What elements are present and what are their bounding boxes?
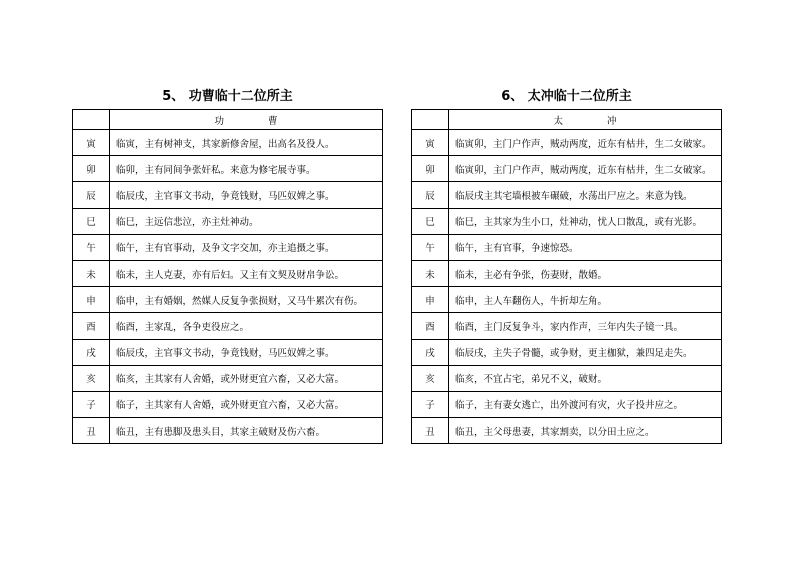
table-row	[73, 130, 383, 156]
text-cell: 临酉，主门反复争斗，家内作声，三年内失子镜一具。	[449, 313, 722, 339]
text-cell: 临辰戌，主官事文书动，争竟钱财，马匹奴婢之事。	[110, 182, 383, 208]
table-row	[412, 365, 722, 391]
table-row	[412, 313, 722, 339]
header-empty-cell	[412, 110, 449, 130]
branch-cell: 巳	[412, 208, 449, 234]
table-row	[73, 391, 383, 417]
text-cell: 临酉，主家乱，各争吏役应之。	[110, 313, 383, 339]
table-row	[412, 182, 722, 208]
table-row	[412, 234, 722, 260]
right-table	[411, 109, 722, 444]
table-row	[73, 418, 383, 444]
text-cell: 临寅卯，主门户作声，贼动两度，近东有枯井，生二女破家。	[449, 130, 722, 156]
header-char-2: 冲	[607, 115, 617, 127]
text-cell: 临巳，主其家为生小口，灶神动，忧人口散乱，或有光影。	[449, 208, 722, 234]
branch-cell: 寅	[412, 130, 449, 156]
text-cell: 临未，主必有争张，伤妻财，散婚。	[449, 260, 722, 286]
text-cell: 临亥，主其家有人舍婚，或外财更宜六畜，又必大富。	[110, 365, 383, 391]
table-row	[412, 287, 722, 313]
branch-cell: 辰	[412, 182, 449, 208]
branch-cell: 午	[412, 234, 449, 260]
table-header-row	[73, 110, 383, 130]
table-row	[73, 234, 383, 260]
right-table-section	[411, 86, 722, 444]
text-cell: 临申，主有婚姻，然媒人反复争张损财，又马牛累次有伤。	[110, 287, 383, 313]
branch-cell: 辰	[73, 182, 110, 208]
branch-cell: 子	[73, 391, 110, 417]
table-row	[73, 182, 383, 208]
table-row	[412, 260, 722, 286]
header-cell	[449, 110, 722, 130]
table-row	[73, 260, 383, 286]
header-char-1: 太	[553, 115, 563, 127]
table-header-row	[412, 110, 722, 130]
branch-cell: 丑	[412, 418, 449, 444]
branch-cell: 卯	[412, 156, 449, 182]
branch-cell: 巳	[73, 208, 110, 234]
table-row	[412, 391, 722, 417]
branch-cell: 未	[73, 260, 110, 286]
text-cell: 临申，主人车翻伤人，牛折却左角。	[449, 287, 722, 313]
text-cell: 临午，主有官事动，及争文字交加，亦主追摄之事。	[110, 234, 383, 260]
table-row	[73, 365, 383, 391]
branch-cell: 子	[412, 391, 449, 417]
branch-cell: 亥	[412, 365, 449, 391]
table-row	[412, 130, 722, 156]
branch-cell: 酉	[73, 313, 110, 339]
right-table-title: 6、 太冲临十二位所主	[501, 89, 632, 104]
text-cell: 临未，主人克妻，亦有后妇。又主有文契及财帛争讼。	[110, 260, 383, 286]
text-cell: 临丑，主父母患妻，其家割卖，以分田土应之。	[449, 418, 722, 444]
text-cell: 临卯，主有同间争张奸私。来意为修宅展寺事。	[110, 156, 383, 182]
table-row	[412, 208, 722, 234]
branch-cell: 卯	[73, 156, 110, 182]
text-cell: 临辰戌，主失子骨髓，或争财，更主枷狱，兼四足走失。	[449, 339, 722, 365]
text-cell: 临丑，主有患脚及患头目，其家主破财及伤六畜。	[110, 418, 383, 444]
header-empty-cell	[73, 110, 110, 130]
header-char-1: 功	[214, 115, 224, 127]
text-cell: 临亥，不宜占宅，弟兄不义，破财。	[449, 365, 722, 391]
table-row	[73, 313, 383, 339]
text-cell: 临辰戌主其宅墙根被车碾破，水荡出尸应之。来意为钱。	[449, 182, 722, 208]
header-char-2: 曹	[268, 115, 278, 127]
branch-cell: 申	[73, 287, 110, 313]
text-cell: 临子，主有妻女逃亡，出外渡河有灾，火子投井应之。	[449, 391, 722, 417]
text-cell: 临午，主有官事，争速惊恐。	[449, 234, 722, 260]
branch-cell: 寅	[73, 130, 110, 156]
text-cell: 临辰戌，主官事文书动，争竟钱财，马匹奴婢之事。	[110, 339, 383, 365]
branch-cell: 戌	[73, 339, 110, 365]
table-row	[412, 156, 722, 182]
left-table-title: 5、 功曹临十二位所主	[162, 89, 293, 104]
left-table-section	[72, 86, 383, 444]
branch-cell: 丑	[73, 418, 110, 444]
header-cell	[110, 110, 383, 130]
text-cell: 临子，主其家有人舍婚，或外财更宜六畜，又必大富。	[110, 391, 383, 417]
branch-cell: 酉	[412, 313, 449, 339]
branch-cell: 戌	[412, 339, 449, 365]
text-cell: 临巳，主远信悲泣，亦主灶神动。	[110, 208, 383, 234]
branch-cell: 未	[412, 260, 449, 286]
branch-cell: 午	[73, 234, 110, 260]
table-row	[73, 287, 383, 313]
table-row	[412, 339, 722, 365]
table-row	[73, 156, 383, 182]
table-row	[73, 339, 383, 365]
table-row	[73, 208, 383, 234]
branch-cell: 亥	[73, 365, 110, 391]
branch-cell: 申	[412, 287, 449, 313]
table-row	[412, 418, 722, 444]
text-cell: 临寅，主有树神支，其家新修舍屋，出高名及役人。	[110, 130, 383, 156]
text-cell: 临寅卯，主门户作声，贼动两度，近东有枯井，生二女破家。	[449, 156, 722, 182]
left-table	[72, 109, 383, 444]
